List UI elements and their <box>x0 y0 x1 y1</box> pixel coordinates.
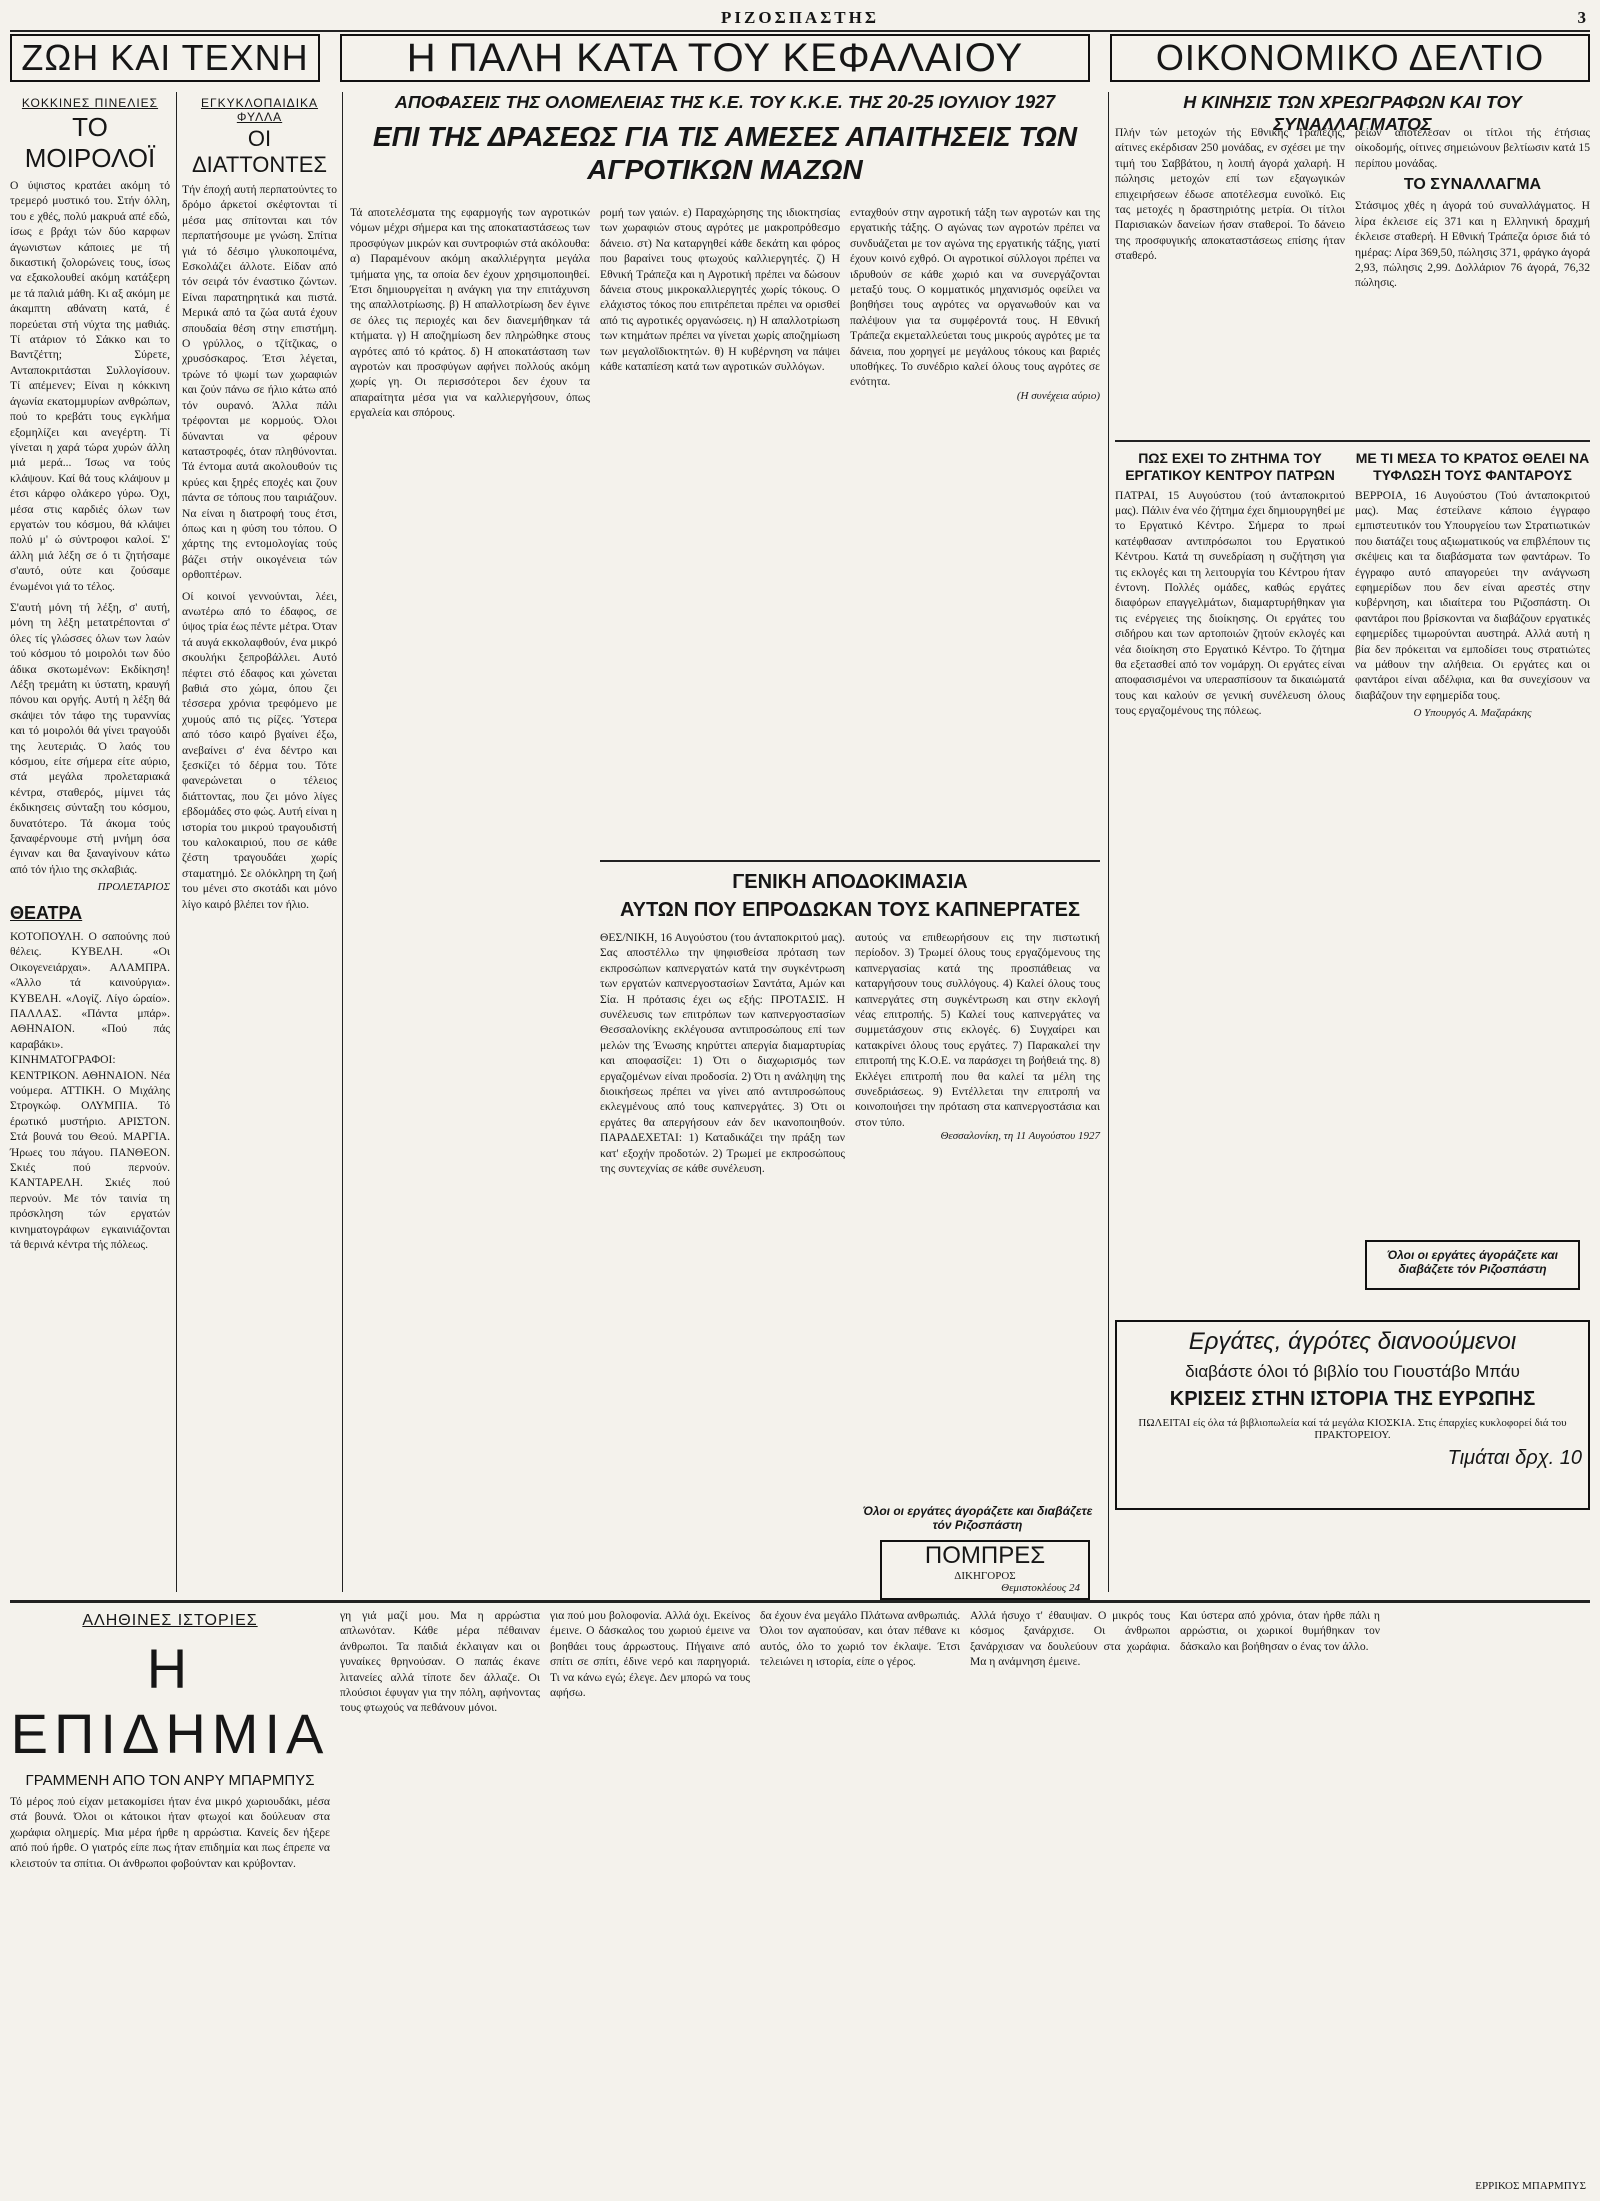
story-kicker: ΑΛΗΘΙΝΕΣ ΙΣΤΟΡΙΕΣ <box>82 1612 258 1629</box>
column-rule <box>342 92 343 1592</box>
story-col-f <box>1180 1608 1380 2198</box>
story-signature: ΕΡΡΙΚΟΣ ΜΠΑΡΜΠΥΣ <box>1475 2180 1586 2192</box>
bottom-section-rule <box>10 1600 1590 1603</box>
beroia-title: ΜΕ ΤΙ ΜΕΣΑ ΤΟ ΚΡΑΤΟΣ ΘΕΛΕΙ ΝΑ ΤΥΦΛΩΣΗ ΤΟΥΣ ΦΑΝΤΑΡΟΥΣ <box>1355 450 1590 483</box>
exchange-body: Στάσιμος χθές η άγορά τού συναλλάγματος. Η λίρα έκλεισε είς 371 και η Ελληνική δραχμή έκλεισε σταθερή. Η Εθνική Τράπεζα όρισε διά τό ημέρας: Λίρα 369,50, πώλησις 371, φράγκο άγορά 2,93, πώλησις 2,99. Δολλάριον 76 άγορά, 76,32 πώλησις. <box>1355 199 1590 290</box>
story-body-c: για πού μου βολοφονία. Αλλά όχι. Εκείνος έμεινε. Ο δάσκαλος του χωριού έμεινε να βοηθάει τους άρρωστους. Πήγαινε από σπίτι σε σπίτι, έδινε νερό και παρηγοριά. Τι να κάνω εγώ; έλεγε. Δεν μπορώ να τους αφήσω. <box>550 1609 750 1700</box>
strike-header <box>600 866 1100 926</box>
main-article-col-b <box>600 205 840 855</box>
dateline: Θεσσαλονίκη, τη 11 Αυγούστου 1927 <box>940 1130 1100 1143</box>
column-moiroloi <box>10 92 170 1592</box>
theatre-listings: ΚΟΤΟΠΟΥΛΗ. Ο σαπούνης πού θέλεις. ΚΥΒΕΛΗ. «Οι Οικογενειάρχαι». ΑΛΑΜΠΡΑ. «Άλλο τά καινούργια». ΚΥΒΕΛΗ. «Λογίζ. Λίγο ώραίο». ΠΑΛΛΑΣ. «Πάντα μπάρ». ΑΘΗΝΑΙΟΝ. «Πού πάς καραβάκι». ΚΙΝΗΜΑΤΟΓΡΑΦΟΙ: ΚΕΝΤΡΙΚΟΝ. ΑΘΗΝΑΙΟΝ. Νέα νούμερα. ΑΤΤΙΚΗ. Ο Μιχάλης Στρογκώφ. ΟΛΥΜΠΙΑ. Τό έρωτικό μυστήριο. ΑΡΙΣΤΟΝ. Στά βουνά του Θεού. ΜΑΡΓΙΑ. Ήρωες του πάγου. ΠΑΝΘΕΟΝ. Σκιές πού περνούν. ΚΑΝΤΑΡΕΛΗ. Σκιές πού περνούν. Με τόν ταινία τη πρόσκληση τών εργατών κινηματογράφων εγκαινιάζονται τά θερινά κέντρα τής πόλεως. <box>10 929 170 1251</box>
section-header-economy: ΟΙΚΟΝΟΜΙΚΟ ΔΕΛΤΙΟ <box>1110 34 1590 82</box>
column-rule <box>176 92 177 1592</box>
article-kicker: ΚΟΚΚΙΝΕΣ ΠΙΝΕΛΙΕΣ <box>21 96 159 110</box>
main-article-header <box>350 92 1100 202</box>
main-article-kicker: ΑΠΟΦΑΣΕΙΣ ΤΗΣ ΟΛΟΜΕΛΕΙΑΣ ΤΗΣ Κ.Ε. ΤΟΥ Κ.Κ.Ε. ΤΗΣ 20-25 ΙΟΥΛΙΟΥ 1927 <box>394 92 1056 112</box>
article-signature: Ο Υπουργός Α. Μαζαράκης <box>1413 707 1532 720</box>
exchange-subtitle: ΤΟ ΣΥΝΑΛΛΑΓΜΑ <box>1403 176 1542 194</box>
story-col-b <box>340 1608 540 2198</box>
lawyer-ad <box>880 1540 1090 1600</box>
article-body: Τήν έποχή αυτή περπατούντες το δρόμο άρκετοί σκέφτονται τί μέσα μας σπίτονται και τόν περπατήσουμε με γνώση. Σπίτια γιά τό δέσιμο γλυκοποιμένα, Εσκολάζει άλλοτε. Είδαν από τόν σειρά τόν έναστικο ζώντων. Είναι παρατηρητικά και πιστά. Μερικά από τα ζώα αυτά έχουν σπουδαία θέση στην επιστήμη. Ο γρύλλος, ο τζίτζικας, ο χρυσόσκαρος. Έτσι λέγεται, τρώνε τό ψωμί των χωραφιών και ζούν πάνω σε ήλιο κάτω από τόν ουρανό. Άλλα πάλι τρέφονται με κορμούς. Όλοι δύνανται να φέρουν καταστροφές, όταν πληθύνονται. Τά έντομα αυτά ακολουθούν τις κρύες και ξηρές εποχές και ζουν πάντα σε τόπους που ταιριάζουν. Να είναι η διατροφή τους έτσι, όπως και η φύση του τόπου. Ο χάρτης της εντομολογίας τούς βάζει στήν οικογένεια τών ορθοπτέρων. <box>182 183 337 582</box>
patras-title: ΠΩΣ ΕΧΕΙ ΤΟ ΖΗΤΗΜΑ ΤΟΥ ΕΡΓΑΤΙΚΟΥ ΚΕΝΤΡΟΥ ΠΑΤΡΩΝ <box>1125 450 1335 483</box>
article-kicker: ΕΓΚΥΚΛΟΠΑΙΔΙΚΑ ΦΥΛΛΑ <box>200 96 319 124</box>
story-byline: ΓΡΑΜΜΕΝΗ ΑΠΟ ΤΟΝ ΑΝΡΥ ΜΠΑΡΜΠΥΣ <box>25 1772 315 1789</box>
masthead-bar <box>10 8 1590 30</box>
article-body-continued: Οί κοινοί γεννούνται, λέει, ανωτέρω από το έδαφος, σε ύψος τρία έως πέντε μέτρα. Όταν τά αυγά εκκολαφθούν, ένα μικρό σκουλήκι ξεπροβάλλει. Αυτό πέφτει στό έδαφος και χώνεται βαθιά στο χώμα, όπου ζει τέσσερα χρόνια τρεφόμενο με χυμούς από τις ρίζες. Ύστερα από τόσο καιρό βγαίνει έξω, ανεβαίνει σ' ένα δέντρο και ξεσκίζει τό δέρμα του. Τότε φανερώνεται ο τέλειος διάττοντας, που ζει μόνο λίγες εβδομάδες στο φώς. Αυτή είναι η ιστορία του μικρού τραγουδιστή του καλοκαιριού, που σε κάθε ζέστη τραγουδάει χωρίς σταματημό. Σε ολόκληρη τη ζωή του μένει στο σκοτάδι και μόνο λίγο καιρό βλέπει τον ήλιο. <box>182 589 337 911</box>
article-body: αυτούς να επιθεωρήσουν εις την πιστωτική περίοδον. 3) Τρωμεί όλους τους εργαζόμενους της καπνεργασίας κατά της προσπάθειας να καταργήσουν τους συλλόγους. 4) Καλεί όλους τους καπνεργάτες στη συγκέντρωση και στην εκλογή νέας επιτροπής. 5) Καλεί τους καπνεργάτες να συμμετάσχουν στις εκλογές. 6) Συγχαίρει και κατακρίνει όλους τους εργάτες. 7) Παρακαλεί την επιτροπή της Κ.Ο.Ε. να παράσχει τη βοήθειά της. 8) Εκλέγει επιτροπή που θα καλεί τα μέλη της συνεδριάσεως. 9) Εντέλλεται την επιτροπή να κοινοποιήσει την πρόταση στα καπνεργοστάσια και στον τύπο. <box>855 931 1100 1129</box>
story-body-b: γη γιά μαζί μου. Μα η αρρώστια απλωνόταν. Κάθε μέρα πέθαιναν άνθρωποι. Τα παιδιά έκλαιγαν και οι γυναίκες θρηνούσαν. Ο παπάς έκανε λιτανείες αλλά τίποτε δεν άλλαζε. Οι πλούσιοι έφυγαν για την πόλη, αφήνοντας τους φτωχούς να πεθάνουν μόνοι. <box>340 1609 540 1715</box>
lawyer-name: ΠΟΜΠΡΕΣ <box>924 1542 1046 1569</box>
story-col-c <box>550 1608 750 2198</box>
patras-article <box>1115 446 1345 1316</box>
finance-col-a <box>1115 125 1345 435</box>
continued-note: (Η συνέχεια αύριο) <box>1016 389 1100 402</box>
story-body-a: Τό μέρος πού είχαν μετακομίσει ήταν ένα μικρό χωριουδάκι, μέσα στά βουνά. Όλοι οι κάτοικοι ήταν φτωχοί και δούλευαν στα χωράφια ολημερίς. Μια μέρα ήρθε η αρρώστια. Κανείς δεν ήξερε από πού ήρθε. Ο γιατρός είπε πως ήταν επιδημία και πως έπρεπε να κλειστούν τα σπίτια. Οι άνθρωποι φοβούνταν και κρύβονταν. <box>10 1795 330 1870</box>
story-body-f: Και ύστερα από χρόνια, όταν ήρθε πάλι η αρρώστια, οι χωρικοί θυμήθηκαν τον δάσκαλο και βοήθησαν ο ένας τον άλλο. <box>1180 1609 1380 1653</box>
strike-col-a <box>600 930 845 1590</box>
article-body: ΘΕΣ/ΝΙΚΗ, 16 Αυγούστου (του άνταποκριτού μας). Σας αποστέλλω την ψηφισθείσα πρόταση των εκπροσώπων καπνεργατών κατά την συγκέντρωση των εργατών καπνεργοστασίων Σαντάτα, Αμών και Σία. Η πρότασις έχει ως εξής: ΠΡΟΤΑΣΙΣ. Η συνέλευσις των επιτρόπων των καπνεργοστασίων Θεσσαλονίκης εκλέγουσα αντιπροσώπους επί των μελών της Ένωσης κηρύττει απεργία διαμαρτυρίας και αποφασίζει: 1) Ότι ο διαχωρισμός των εργαζομένων είναι προδοσία. 2) Ότι η ανάληψη της διοικήσεως πρέπει να γίνει από αντιπροσώπους εκλεγμένους από τους καπνεργάτες. 3) Ότι οι εργάτες θα απεργήσουν εάν δεν ικανοποιηθούν. ΠΑΡΑΔΕΧΕΤΑΙ: 1) Καταδικάζει την πράξη των κατ' εξοχήν προδοτών. 2) Τρωμεί με εκπροσώπους της συντεχνίας σε κάθε συνέλευση. <box>600 931 845 1176</box>
beroia-article <box>1355 446 1590 1226</box>
masthead-divider <box>10 30 1590 32</box>
story-col-d <box>760 1608 960 2198</box>
section-header-life-art: ΖΩΗ ΚΑΙ ΤΕΧΝΗ <box>10 34 320 82</box>
column-rule <box>1108 92 1109 1592</box>
story-body-e: Αλλά ήσυχο τ' έθαυψαν. Ο μικρός τους κόσμος ξανάρχισε. Οι άνθρωποι ξανάρχισαν να δουλεύουν στα χωράφια. Μα η ανάμνηση έμεινε. <box>970 1609 1170 1669</box>
article-body: ενταχθούν στην αγροτική τάξη των αγροτών και της εργατικής τάξης. Ο αγώνας των αγροτών πρέπει να συνδυάζεται με τον αγώνα της εργατικής τάξης, γιατί έχουν κοινό εχθρό. Οι αγροτικοί σύλλογοι πρέπει να ιδρυθούν σε κάθε χωριό και να συνεργάζονται μεταξύ τους. Ο κομματικός μηχανισμός οφείλει να βοηθήσει τους αγρότες να οργανωθούν και να παλέψουν για τα συμφέροντά τους. Η Εθνική Τράπεζα εκμεταλλεύεται τους μικρούς αγρότες με τα δάνεια, που χορηγεί με μεγάλους τόκους και βαριές υποθήκες. Το συνέδριο καλεί όλους τους αγρότες σε ενότητα. <box>850 206 1100 389</box>
article-signature: ΠΡΟΛΕΤΑΡΙΟΣ <box>97 881 170 894</box>
section-headers <box>10 34 1590 86</box>
book-ad <box>1115 1320 1590 1510</box>
article-title: ΤΟ ΜΟΙΡΟΛΟΪ <box>24 112 156 173</box>
article-body: ρείων αποτέλεσαν οι τίτλοι τής έτήσιας οίκοδομής, οίτινες σημειώνουν βελτίωσιν κατά 15 περίπου μονάδας. <box>1355 126 1590 170</box>
strike-title: ΑΥΤΩΝ ΠΟΥ ΕΠΡΟΔΩΚΑΝ ΤΟΥΣ ΚΑΠΝΕΡΓΑΤΕΣ <box>619 899 1081 921</box>
book-ad-line2: διαβάστε όλοι τό βιβλίο του Γιουστάβο Μπάυ <box>1185 1362 1520 1381</box>
story-col-e <box>970 1608 1170 2198</box>
article-body: Ο ύψιστος κρατάει ακόμη τό τρεμερό μυστικό του. Στήν όλλη, του ε χθές, πολύ μακρυά απέ εδώ, ίσως ε βράχι τών δύο καρφων άγωνιστων κάποιες με τή δικαστική ζολορώνεις τους, ίσως να εξακολουθεί ακόμη κατάξερη με τά παλιά μάθη. Κι αξ ακόμη με άκαμπτη αθάνατη κατά, έ πορεύεται στή νύχτα της μαθιάς. Τί ατάριον τό Σάκκο και το Βαντζέττη; Σύρετε, Ανταποκριτάσται Συλλογίσουν. Τί απέμενεν; Είναι η κόκκινη άγωνία εκατομμυρίων ανθρώπων, πού το κρεβάτι τους εγκλήμα εξομηλίζει και ανεγέρτη. Τί γίνεται η χαρά τώρα χυρών άλλη μιά μερά... Ίσως να τούς κλάψουν. Καί θά τους κλάψουν μ έτσι κάρφο ολάκερο γύρω. Όχι, μέσα στις καρδιές όλων των εργατών του κόσμου, θά κλάψει πολύ μ' ώ σύντροφοι καλοί. Σ' άλλη μιά λέξη σε ό τι ζητήσαμε σ'αυτό, ούτε και ζούσαμε ένωμένοι γιά το τέλος. <box>10 179 170 593</box>
newspaper-masthead: ΡΙΖΟΣΠΑΣΤΗΣ <box>721 8 879 27</box>
book-ad-availability: ΠΩΛΕΙΤΑΙ είς όλα τά βιβλιοπωλεία καί τά μεγάλα ΚΙΟΣΚΙΑ. Στις έπαρχίες κυκλοφορεί διά του ΠΡΑΚΤΟΡΕΙΟΥ. <box>1138 1417 1567 1441</box>
story-header-column <box>10 1608 330 2198</box>
main-article-col-a <box>350 205 590 855</box>
theatre-title: ΘΕΑΤΡΑ <box>10 903 83 924</box>
article-body: Τά αποτελέσματα της εφαρμογής των αγροτικών νόμων μέχρι σήμερα και της αποκαταστάσεως των προσφύγων μικρών και συντροφιών στά ακόλουθα: α) Παραμένουν ακόμη ακαλλιέργητα μεγάλα τμήματα γης, τα οποία δεν έχουν χρησιμοποιηθεί. Έτσι δημιουργείται η ανάγκη για την επιτάχυνση της απαλλοτρίωσης. β) Η απαλλοτρίωση δεν έγινε σε όλες τις περιοχές και δεν διανεμήθηκαν τά κτήματα. γ) Η αποζημίωση δεν πληρώθηκε στους αγρότες από τό κράτος. δ) Η αποκατάσταση των αγροτών και προσφύγων αφήνει πολλούς ακόμη χωρίς γη. Οι περισσότεροι δεν έχουν τα απαραίτητα μέσα για να καλλιεργήσουν, όπως εργαλεία και σπόρους. <box>350 206 590 420</box>
strike-col-b <box>855 930 1100 1490</box>
page-number: 3 <box>1577 8 1586 27</box>
book-title: ΚΡΙΣΕΙΣ ΣΤΗΝ ΙΣΤΟΡΙΑ ΤΗΣ ΕΥΡΩΠΗΣ <box>1169 1388 1536 1410</box>
strike-kicker: ΓΕΝΙΚΗ ΑΠΟΔΟΚΙΜΑΣΙΑ <box>732 871 968 893</box>
article-body: ΠΑΤΡΑΙ, 15 Αυγούστου (τού άνταποκριτού μας). Πάλιν ένα νέο ζήτημα έχει δημιουργηθεί με το Εργατικό Κέντρο. Σήμερα το πρωί κατέφθασαν αντιπρόσωποι του Εργατικού Κέντρου. Κατά τη συνεδρίαση η συζήτηση για τις εκλογές και τη λειτουργία του Κέντρου ήταν έντονη. Πολλές ομάδες, καθώς εργάτες διαφόρων επαγγελμάτων, διαμαρτυρήθηκαν για τις ενέργειες της διοίκησης. Οι εργάτες του σιδήρου και των αρτοποιών ζητούν εκλογές και νέα διοίκηση στο Εργατικό Κέντρο. Το ζήτημα θα εξετασθεί από τον νομάρχη. Οι εργάτες είναι αποφασισμένοι να υπερασπίσουν τα δικαιώματά τους και καλούν σε γενική συνέλευση όλους τους εργαζομένους της πόλεως. <box>1115 488 1345 718</box>
reader-appeal <box>855 1500 1100 1540</box>
main-article-col-c <box>850 205 1100 855</box>
article-body: ρομή των γαιών. ε) Παραχώρησης της ιδιοκτησίας των χωραφιών στους αγρότες με μακροπρόθεσμο δάνειο. στ) Να καταργηθεί κάθε δεκάτη και φόρος που βαραίνει τους φτωχούς καλλιεργητές. ζ) Η Εθνική Τράπεζα και η Αγροτική πρέπει να δώσουν δάνεια στους μικροκαλλιεργητές χωρίς τόκους. Ο ελάχιστος τόκος που επιτρέπεται πρέπει να ορισθεί από τις αγροτικές οργανώσεις. η) Η απαλλοτρίωση των κτημάτων πρέπει να γίνεται χωρίς αποζημίωση των μεγαλοϊδιοκτητών. θ) Η κυβέρνηση να πάψει κάθε καταπίεση κατά των αγροτικών συλλόγων. <box>600 206 840 374</box>
strike-top-rule <box>600 860 1100 862</box>
lawyer-address: Θεμιστοκλέους 24 <box>1001 1582 1080 1594</box>
article-body: Πλήν τών μετοχών τής Εθνικής Τραπέζης, αίτινες εκέρδισαν 250 μονάδας, εν σχέσει με την τιμή του Σαββάτου, η λοιπή άγορά χαλαρή. Η πώλησις μετοχών επί των εξαγωγικών επιχειρήσεων έδωσε αποτέλεσμα ευνοϊκό. Εις τας μετοχές η δραστηριότης μετρία. Οι τίτλοι Παρισιακών δανείων ήσαν σταθεροί. Το δάνειο της προσφυγικής αποκαταστάσεως επίσης ήταν σταθερό. <box>1115 126 1345 263</box>
reader-appeal-box <box>1365 1240 1580 1290</box>
book-price: Τιμάται δρχ. 10 <box>1447 1447 1582 1469</box>
story-body-d: δα έχουν ένα μεγάλο Πλάτωνα ανθρωπιάς. Όλοι τον αγαπούσαν, και όταν πέθανε κι αυτός, όλο το χωριό τον έκλαψε. Έτσι τελειώνει η ιστορία, είπε ο γέρος. <box>760 1609 960 1669</box>
article-title: ΟΙ ΔΙΑΤΤΟΝΤΕΣ <box>191 126 328 177</box>
section-header-struggle: Η ΠΑΛΗ ΚΑΤΑ ΤΟΥ ΚΕΦΑΛΑΙΟΥ <box>340 34 1090 82</box>
finance-title: Η ΚΙΝΗΣΙΣ ΤΩΝ ΧΡΕΩΓΡΑΦΩΝ ΚΑΙ ΤΟΥ ΣΥΝΑΛΛΑΓΜΑΤΟΣ <box>1183 92 1522 134</box>
main-article-title: ΕΠΙ ΤΗΣ ΔΡΑΣΕΩΣ ΓΙΑ ΤΙΣ ΑΜΕΣΕΣ ΑΠΑΙΤΗΣΕΙΣ ΤΩΝ ΑΓΡΟΤΙΚΩΝ ΜΑΖΩΝ <box>372 120 1078 186</box>
book-ad-line1: Εργάτες, άγρότες διανοούμενοι <box>1188 1328 1517 1355</box>
reader-appeal-text: Όλοι οι εργάτες άγοράζετε και διαβάζετε τόν Ριζοσπάστη <box>862 1504 1093 1533</box>
reader-appeal-text: Όλοι οι εργάτες άγοράζετε και διαβάζετε τόν Ριζοσπάστη <box>1386 1248 1558 1277</box>
lawyer-title: ΔΙΚΗΓΟΡΟΣ <box>954 1570 1016 1582</box>
finance-header <box>1115 92 1590 134</box>
column-cicadas <box>182 92 337 1592</box>
section-rule <box>1115 440 1590 442</box>
story-title: Η ΕΠΙΔΗΜΙΑ <box>10 1637 330 1765</box>
finance-col-b <box>1355 125 1590 435</box>
article-body-continued: Σ'αυτή μόνη τή λέξη, σ' αυτή, μόνη τη λέξη μετατρέπονται σ' όλες τίς γλώσσες όλων των λαών τού κόσμου τό μοιρολόι των δύο άδικα σκοτωμένων: Εκδίκηση! Λέξη τρεμάτη κι ύστατη, κραυγή πόνου και οργής. Αυτή η λέξη θά σκάψει τόν τάφο της τυραννίας και τό μοιρολόι θά γίνει τραγούδι της λευτεριάς. Ό λαός του κόσμου, είτε σήμερα είτε αύριο, στά μεγάλα προλεταριακά κέντρα, σταθερός, μίμνει τάς έκδικησεις σύνταξη του κόσμου, δυνατότερο. Τά άκομα τούς ξαναφέρνουμε στή μνήμη όσα έγιναν και θα ξαναγίνουν κάτω από τόν ήλιο της σκλαβιάς. <box>10 600 170 876</box>
story-col-g <box>1390 1608 1590 2198</box>
article-body: ΒΕΡΡΟΙΑ, 16 Αυγούστου (Τού άνταποκριτού μας). Μας έστείλανε κάποιο έγγραφο εμπιστευτικόν του Υπουργείου των Στρατιωτικών που διατάζει τους αξιωματικούς να επιβλέπουν τις σκέψεις και τα διαβάσματα των φαντάρων. Το έγγραφο αυτό απαγορεύει την ανάγνωση εφημερίδων που δεν είναι αρεστές στην κυβέρνηση, και ιδιαίτερα του Ριζοσπάστη. Οι φαντάροι που βρίσκονται να διαβάζουν εργατικές εφημερίδες τιμωρούνται αυστηρά. Αλλά αυτή η βία δεν πρόκειται να εμποδίσει τους στρατιώτες να μάθουν την αλήθεια. Οι εργάτες και οι φαντάροι είναι αδέλφια, και θα συνεχίσουν να διαβάζουν την εφημερίδα τους. <box>1355 488 1590 702</box>
